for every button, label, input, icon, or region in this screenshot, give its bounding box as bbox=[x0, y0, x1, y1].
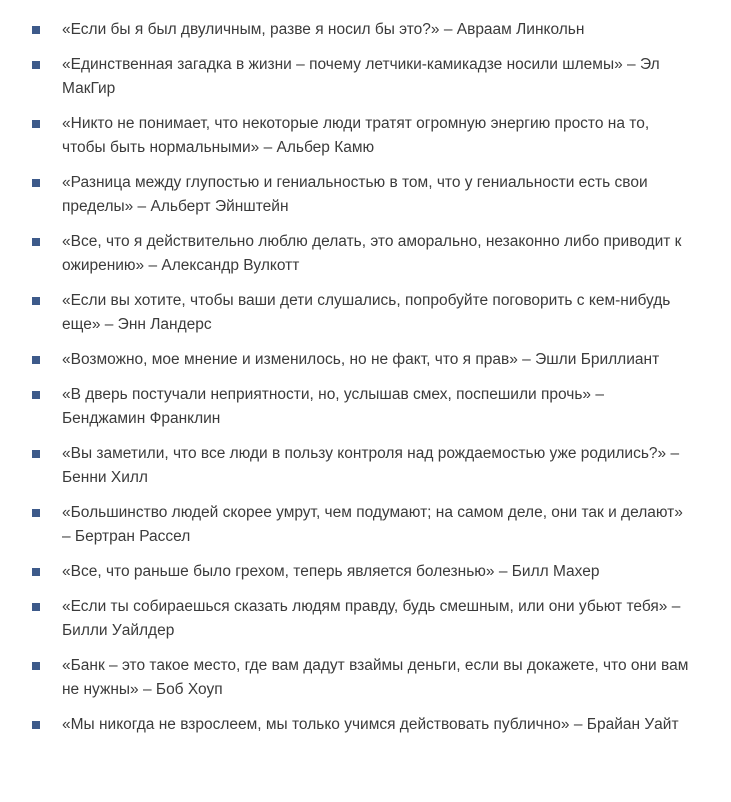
list-item bbox=[30, 112, 691, 160]
list-item bbox=[30, 654, 691, 702]
quote-text: «Все, что я действительно люблю делать, это аморально, незаконно либо приводит к ожирению» – Александр Вулкотт bbox=[62, 233, 682, 274]
list-item bbox=[30, 383, 691, 431]
quote-text: «Если бы я был двуличным, разве я носил бы это?» – Авраам Линкольн bbox=[62, 21, 585, 38]
bullet-square-icon bbox=[32, 568, 40, 576]
bullet-square-icon bbox=[32, 509, 40, 517]
list-item bbox=[30, 442, 691, 490]
bullet-square-icon bbox=[32, 61, 40, 69]
bullet-square-icon bbox=[32, 662, 40, 670]
list-item bbox=[30, 348, 691, 372]
quote-text: «В дверь постучали неприятности, но, услышав смех, поспешили прочь» – Бенджамин Франклин bbox=[62, 386, 604, 427]
bullet-square-icon bbox=[32, 391, 40, 399]
list-item bbox=[30, 560, 691, 584]
quote-text: «Если вы хотите, чтобы ваши дети слушались, попробуйте поговорить с кем-нибудь еще» – Энн Ландерс bbox=[62, 292, 671, 333]
bullet-square-icon bbox=[32, 120, 40, 128]
list-item bbox=[30, 53, 691, 101]
list-item bbox=[30, 171, 691, 219]
list-item bbox=[30, 501, 691, 549]
bullet-square-icon bbox=[32, 603, 40, 611]
quote-text: «Мы никогда не взрослеем, мы только учимся действовать публично» – Брайан Уайт bbox=[62, 716, 679, 733]
bullet-square-icon bbox=[32, 297, 40, 305]
bullet-square-icon bbox=[32, 450, 40, 458]
list-item bbox=[30, 18, 691, 42]
quote-list bbox=[30, 18, 691, 737]
quote-text: «Возможно, мое мнение и изменилось, но не факт, что я прав» – Эшли Бриллиант bbox=[62, 351, 660, 368]
list-item bbox=[30, 230, 691, 278]
quote-text: «Разница между глупостью и гениальностью в том, что у гениальности есть свои пределы» – Альберт Эйнштейн bbox=[62, 174, 648, 215]
bullet-square-icon bbox=[32, 721, 40, 729]
bullet-square-icon bbox=[32, 179, 40, 187]
quote-text: «Большинство людей скорее умрут, чем подумают; на самом деле, они так и делают» – Бертран Рассел bbox=[62, 504, 683, 545]
list-item bbox=[30, 713, 691, 737]
quote-text: «Вы заметили, что все люди в пользу контроля над рождаемостью уже родились?» – Бенни Хилл bbox=[62, 445, 680, 486]
bullet-square-icon bbox=[32, 26, 40, 34]
quote-text: «Никто не понимает, что некоторые люди тратят огромную энергию просто на то, чтобы быть нормальными» – Альбер Камю bbox=[62, 115, 650, 156]
quote-text: «Банк – это такое место, где вам дадут взаймы деньги, если вы докажете, что они вам не нужны» – Боб Хоуп bbox=[62, 657, 689, 698]
list-item bbox=[30, 289, 691, 337]
bullet-square-icon bbox=[32, 238, 40, 246]
quote-text: «Единственная загадка в жизни – почему летчики-камикадзе носили шлемы» – Эл МакГир bbox=[62, 56, 660, 97]
bullet-square-icon bbox=[32, 356, 40, 364]
quote-text: «Все, что раньше было грехом, теперь является болезнью» – Билл Махер bbox=[62, 563, 600, 580]
quote-text: «Если ты собираешься сказать людям правду, будь смешным, или они убьют тебя» – Билли Уайлдер bbox=[62, 598, 681, 639]
list-item bbox=[30, 595, 691, 643]
